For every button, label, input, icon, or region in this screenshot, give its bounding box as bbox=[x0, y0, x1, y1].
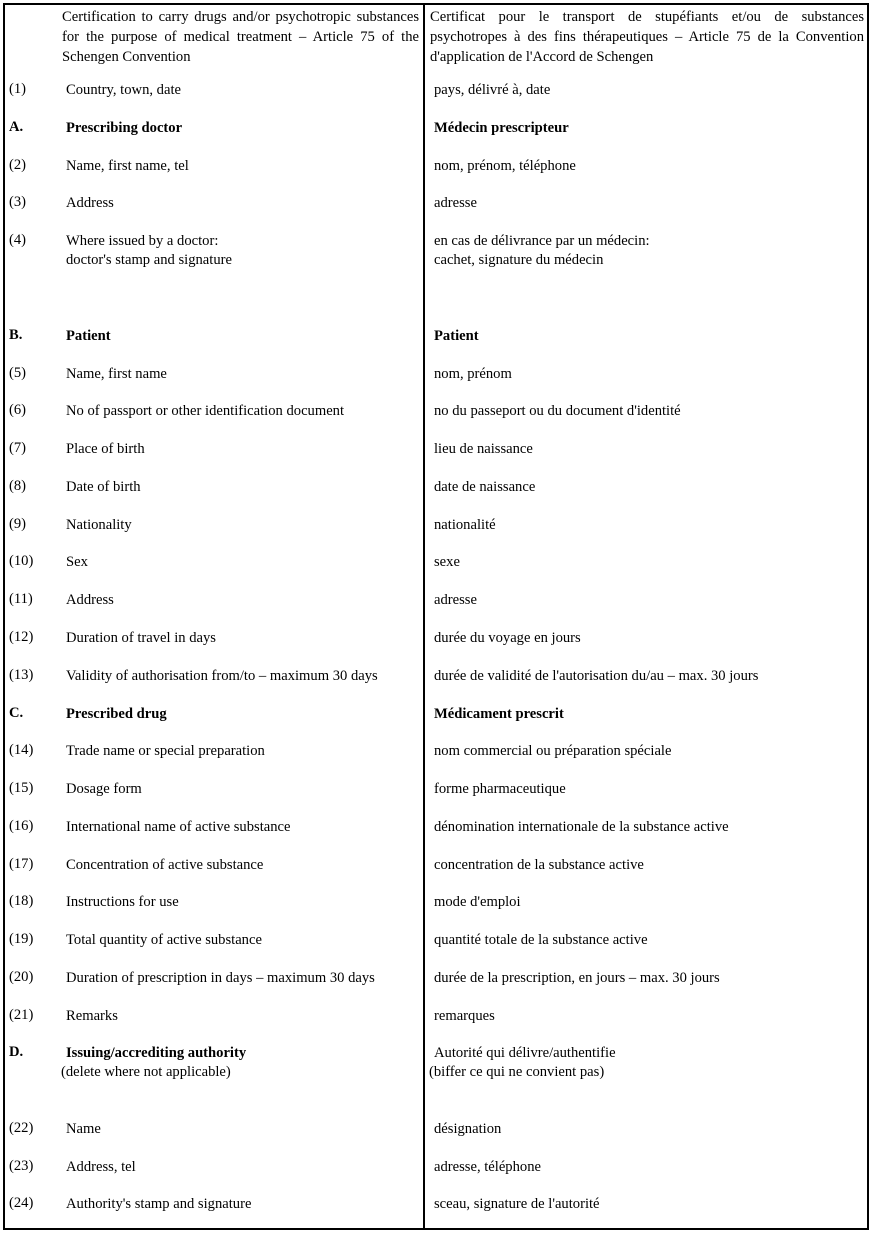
section-english-title: Prescribing doctor bbox=[66, 120, 183, 136]
row-english-label: Remarks bbox=[66, 1008, 118, 1024]
row-english-label: International name of active substance bbox=[66, 819, 291, 835]
row-french-label: no du passeport ou du document d'identité bbox=[434, 403, 681, 419]
row-number: (13) bbox=[9, 667, 34, 683]
row-english-label: Trade name or special preparation bbox=[66, 743, 265, 759]
row-number: (9) bbox=[9, 516, 27, 532]
row-english-label: Concentration of active substance bbox=[66, 857, 264, 873]
french-line-1: Autorité qui délivre/authentifie bbox=[434, 1045, 616, 1061]
row-number: (2) bbox=[9, 157, 27, 173]
section-english-title: Patient bbox=[66, 328, 111, 344]
row-number: (16) bbox=[9, 818, 34, 834]
row-english-label: Sex bbox=[66, 554, 88, 570]
row-number: (5) bbox=[9, 365, 27, 381]
row-number: (20) bbox=[9, 969, 34, 985]
row-english-label: No of passport or other identification document bbox=[66, 403, 345, 419]
row-english-label: Date of birth bbox=[66, 479, 141, 495]
row-english-label: Name bbox=[66, 1121, 101, 1137]
row-number: (23) bbox=[9, 1158, 34, 1174]
row-french-label: sexe bbox=[434, 554, 460, 570]
section-french-title: Médicament prescrit bbox=[434, 706, 564, 722]
row-french-label: remarques bbox=[434, 1008, 495, 1024]
row-number: (14) bbox=[9, 742, 34, 758]
row-french-label: adresse bbox=[434, 195, 477, 211]
row-english-label: Name, first name, tel bbox=[66, 158, 189, 174]
row-english-label: Nationality bbox=[66, 517, 132, 533]
row-english-label: Duration of prescription in days – maximum 30 days bbox=[66, 970, 375, 986]
row-english-label: Address, tel bbox=[66, 1159, 136, 1175]
row-english-label: Total quantity of active substance bbox=[66, 932, 262, 948]
header-english: Certification to carry drugs and/or psychotropic substances for the purpose of medical treatment – Article 75 of the Schengen Convention bbox=[62, 9, 419, 65]
row-number: (19) bbox=[9, 931, 34, 947]
section-letter: A. bbox=[9, 119, 24, 135]
row-english-label bbox=[66, 232, 420, 270]
row-number: (15) bbox=[9, 780, 34, 796]
section-letter: C. bbox=[9, 705, 24, 721]
row-french-label: nom, prénom, téléphone bbox=[434, 158, 576, 174]
english-line-2: (delete where not applicable) bbox=[61, 1064, 231, 1080]
row-number: (12) bbox=[9, 629, 34, 645]
row-number: (7) bbox=[9, 440, 27, 456]
row-french-label: durée du voyage en jours bbox=[434, 630, 581, 646]
section-letter: D. bbox=[9, 1044, 24, 1060]
english-line-2: doctor's stamp and signature bbox=[66, 252, 232, 268]
row-number: (18) bbox=[9, 893, 34, 909]
french-line-2: (biffer ce qui ne convient pas) bbox=[429, 1064, 605, 1080]
row-french-label: concentration de la substance active bbox=[434, 857, 644, 873]
row-french-label: forme pharmaceutique bbox=[434, 781, 566, 797]
row-english-label: Dosage form bbox=[66, 781, 142, 797]
row-french-label: lieu de naissance bbox=[434, 441, 533, 457]
row-number: (10) bbox=[9, 553, 34, 569]
row-french-label: sceau, signature de l'autorité bbox=[434, 1196, 600, 1212]
row-french-label bbox=[434, 232, 864, 270]
row-english-label: Address bbox=[66, 592, 114, 608]
row-english-label: Address bbox=[66, 195, 114, 211]
section-french-title: Médecin prescripteur bbox=[434, 120, 569, 136]
header-french: Certificat pour le transport de stupéfiants et/ou de substances psychotropes à des fins thérapeutiques – Article 75 de la Convention d'application de l'Accord de Schengen bbox=[430, 9, 864, 65]
row-number: (17) bbox=[9, 856, 34, 872]
english-line-1: Where issued by a doctor: bbox=[66, 233, 219, 249]
column-divider bbox=[423, 3, 425, 1230]
section-english-title bbox=[61, 1044, 420, 1082]
section-french-title bbox=[429, 1044, 864, 1082]
row-number: (6) bbox=[9, 402, 27, 418]
row-english-label: Country, town, date bbox=[66, 82, 181, 98]
row-number: (22) bbox=[9, 1120, 34, 1136]
row-french-label: mode d'emploi bbox=[434, 894, 521, 910]
english-line-1: Issuing/accrediting authority bbox=[66, 1045, 247, 1061]
row-french-label: date de naissance bbox=[434, 479, 536, 495]
row-english-label: Validity of authorisation from/to – maximum 30 days bbox=[66, 668, 378, 684]
section-english-title: Prescribed drug bbox=[66, 706, 167, 722]
row-french-label: désignation bbox=[434, 1121, 502, 1137]
row-english-label: Place of birth bbox=[66, 441, 145, 457]
row-number: (8) bbox=[9, 478, 27, 494]
section-letter: B. bbox=[9, 327, 23, 343]
row-french-label: pays, délivré à, date bbox=[434, 82, 551, 98]
row-number: (3) bbox=[9, 194, 27, 210]
row-french-label: durée de la prescription, en jours – max. 30 jours bbox=[434, 970, 720, 986]
row-number: (21) bbox=[9, 1007, 34, 1023]
row-english-label: Duration of travel in days bbox=[66, 630, 216, 646]
row-french-label: dénomination internationale de la substance active bbox=[434, 819, 729, 835]
row-number: (4) bbox=[9, 232, 27, 248]
row-number: (24) bbox=[9, 1195, 34, 1211]
row-french-label: quantité totale de la substance active bbox=[434, 932, 648, 948]
row-french-label: adresse, téléphone bbox=[434, 1159, 541, 1175]
row-number: (1) bbox=[9, 81, 27, 97]
row-number: (11) bbox=[9, 591, 33, 607]
row-french-label: adresse bbox=[434, 592, 477, 608]
row-french-label: durée de validité de l'autorisation du/au – max. 30 jours bbox=[434, 668, 759, 684]
french-line-1: en cas de délivrance par un médecin: bbox=[434, 233, 650, 249]
french-line-2: cachet, signature du médecin bbox=[434, 252, 604, 268]
row-french-label: nom, prénom bbox=[434, 366, 512, 382]
row-french-label: nom commercial ou préparation spéciale bbox=[434, 743, 672, 759]
row-english-label: Authority's stamp and signature bbox=[66, 1196, 252, 1212]
row-english-label: Name, first name bbox=[66, 366, 167, 382]
row-english-label: Instructions for use bbox=[66, 894, 179, 910]
row-french-label: nationalité bbox=[434, 517, 496, 533]
section-french-title: Patient bbox=[434, 328, 479, 344]
